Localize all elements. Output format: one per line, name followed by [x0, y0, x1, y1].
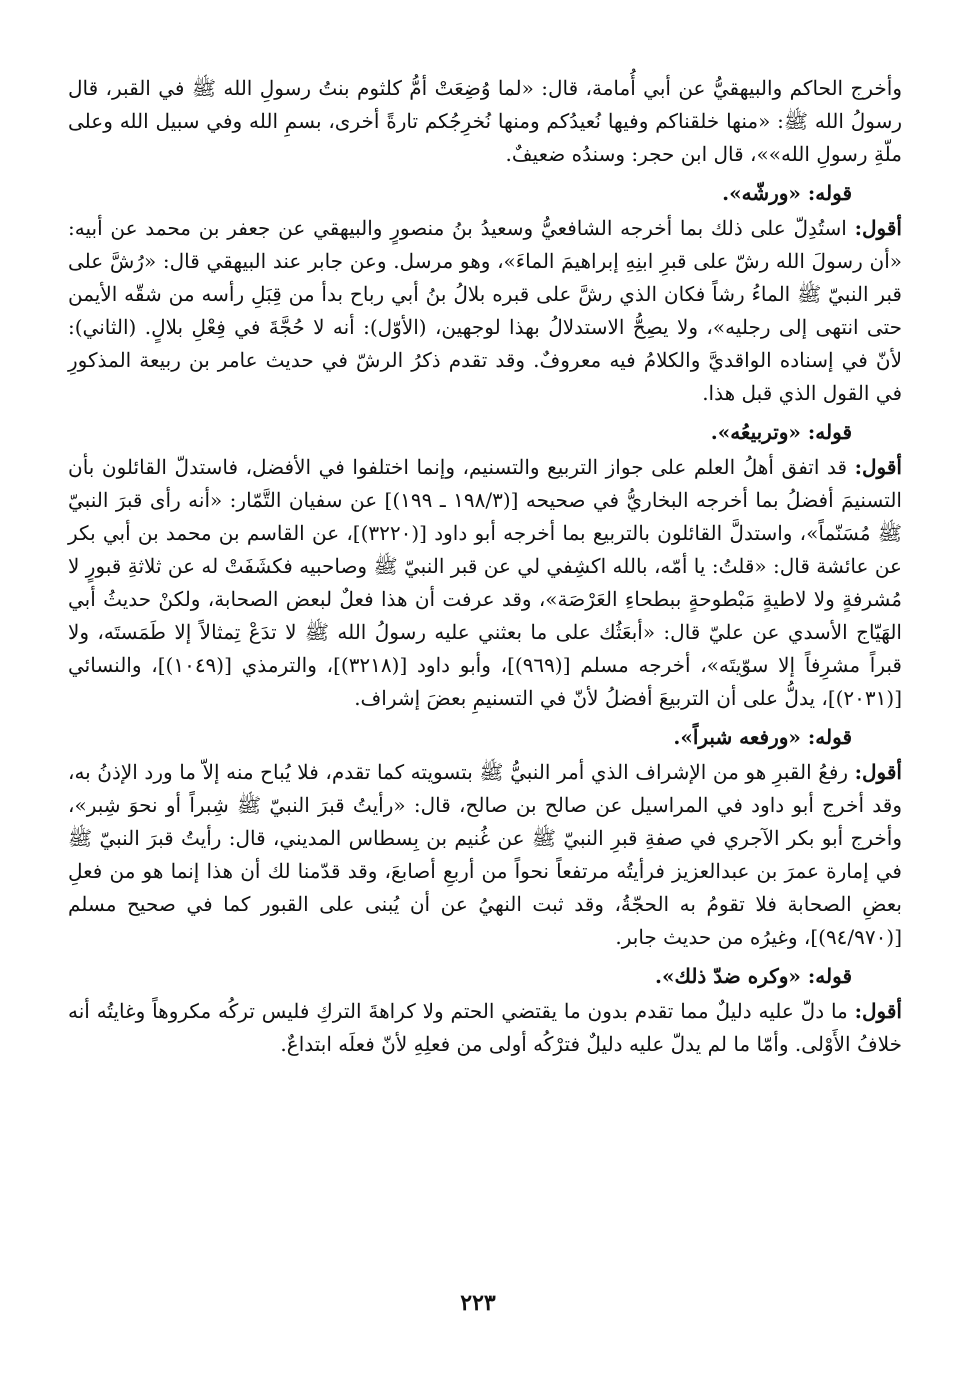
aqul-label: أقول: — [854, 216, 902, 240]
paragraph-rafu — [68, 756, 902, 954]
heading-label: قوله: — [807, 725, 852, 749]
heading-rafuhu — [68, 721, 902, 754]
page-number: ٢٢٣ — [460, 1290, 496, 1316]
heading-karaha — [68, 960, 902, 993]
heading-quote: «ورفعه شبراً». — [673, 725, 801, 749]
aqul-label: أقول: — [854, 999, 902, 1023]
aqul-label: أقول: — [854, 760, 902, 784]
paragraph-hakim-bayhaqi — [68, 72, 902, 171]
paragraph-karaha — [68, 995, 902, 1061]
paragraph-text: وأخرج الحاكم والبيهقيُّ عن أبي أُمامة، قال: «لما وُضِعَتْ أمُّ كلثوم بنتُ رسولِ الله ﷺ في القبر، قال رسولُ الله ﷺ: «منها خلقناكم وفيها نُعيدُكم ومنها نُخرِجُكم تارةً أخرى، بسمِ الله وفي سبيل الله وعلى ملّةِ رسولِ الله»»، قال ابن حجر: وسندُه ضعيفٌ. — [68, 76, 902, 166]
paragraph-text: رفعُ القبرِ هو من الإشراف الذي أمر النبيُّ ﷺ بتسويته كما تقدم، فلا يُباح منه إلاّ ما ورد الإذنُ به، وقد أخرج أبو داود في المراسيل عن صالح بن صالح، قال: «رأيتُ قبرَ النبيّ ﷺ شِبراً أو نحوَ شِبر»، وأخرج أبو بكر الآجري في صفةِ قبرِ النبيّ ﷺ عن غُنيم بن بِسطاس المديني، قال: رأيتُ قبرَ النبيّ ﷺ في إمارة عمرَ بن عبدالعزيز فرأيتُه مرتفعاً نحواً من أربعِ أصابعَ، وقد قدّمنا لك أن هذا إنما هو من فعلِ بعضِ الصحابة فلا تقومُ به الحجّةُ، وقد ثبت النهيُ عن أن يُبنى على القبور كما في صحيح مسلم [(٩٤/٩٧٠)]، وغيرُه من حديث جابر. — [68, 760, 902, 949]
paragraph-rash — [68, 212, 902, 410]
paragraph-text: استُدِلّ على ذلك بما أخرجه الشافعيُّ وسعيدُ بنُ منصورٍ والبيهقي عن جعفر بن محمد عن أبيه: «أن رسولَ الله رشّ على قبرِ ابنِهِ إبراهيمَ الماءَ»، وهو مرسل. وعن جابر عند البيهقي قال: «رُشَّ على قبر النبيّ ﷺ الماءُ رشاً فكان الذي رشَّ على قبره بلالُ بنُ أبي رباح بدأ من قِبَلِ رأسه من شقّه الأيمن حتى انتهى إلى رجليه»، ولا يصِحُّ الاستدلالُ بهذا لوجهين، (الأوّل): أنه لا حُجَّةَ في فِعْلِ بلالٍ. (الثاني): لأنّ في إسناده الواقديَّ والكلامُ فيه معروفٌ. وقد تقدم ذكرُ الرشّ في حديث عامر بن ربيعة المذكورِ في القول الذي قبل هذا. — [68, 216, 902, 405]
heading-quote: «وكره ضدّ ذلك». — [655, 964, 801, 988]
paragraph-text: قد اتفق أهلُ العلم على جواز التربيع والتسنيم، وإنما اختلفوا في الأفضل، فاستدلّ القائلون بأن التسنيمَ أفضلُ بما أخرجه البخاريُّ في صحيحه [(١٩٨/٣ ـ ١٩٩)] عن سفيان التَّمّار: «أنه رأى قبرَ النبيّ ﷺ مُسَنّماً»، واستدلَّ القائلون بالتربيع بما أخرجه أبو داود [(٣٢٢٠)]، عن القاسم بن محمد بن أبي بكر عن عائشة قال: «قلتُ: يا أمّه، بالله اكشِفي لي عن قبر النبيّ ﷺ وصاحبيه فكشَفَتْ له عن ثلاثةِ قبورٍ لا مُشرفةٍ ولا لاطيةٍ مَبْطوحةٍ ببطحاءِ العَرْصَة»، وقد عرفت أن هذا فعلٌ لبعض الصحابة، ولكنْ حديثُ أبي الهَيّاج الأسدي عن عليّ قال: «أبعَثُك على ما بعثني عليه رسولُ الله ﷺ لا تدَعْ تِمثالاً إلا طَمَستَه، ولا قبراً مشرِفاً إلا سوّيتَه»، أخرجه مسلم [(٩٦٩)]، وأبو داود [(٣٢١٨)]، والترمذي [(١٠٤٩)]، والنسائي [(٢٠٣١)]، يدلُّ على أن التربيعَ أفضلُ لأنّ في التسنيمِ بعضَ إشراف. — [68, 455, 902, 710]
heading-tarbi — [68, 416, 902, 449]
heading-quote: «وتربيعُه». — [710, 420, 801, 444]
heading-quote: «ورشّه». — [722, 181, 801, 205]
heading-label: قوله: — [807, 181, 852, 205]
paragraph-tarbi — [68, 451, 902, 715]
heading-label: قوله: — [807, 420, 852, 444]
paragraph-text: ما دلّ عليه دليلٌ مما تقدم بدون ما يقتضي الحتم ولا كراهةَ التركِ فليس تركُه مكروهاً وغايتُه أنه خلافُ الأَوْلى. وأمّا ما لم يدلّ عليه دليلٌ فترْكُه أولى من فعلِهِ لأنّ فعلَه ابتداعٌ. — [68, 999, 902, 1056]
heading-warashshuhu — [68, 177, 902, 210]
heading-label: قوله: — [807, 964, 852, 988]
page-body — [68, 72, 902, 1061]
aqul-label: أقول: — [854, 455, 902, 479]
